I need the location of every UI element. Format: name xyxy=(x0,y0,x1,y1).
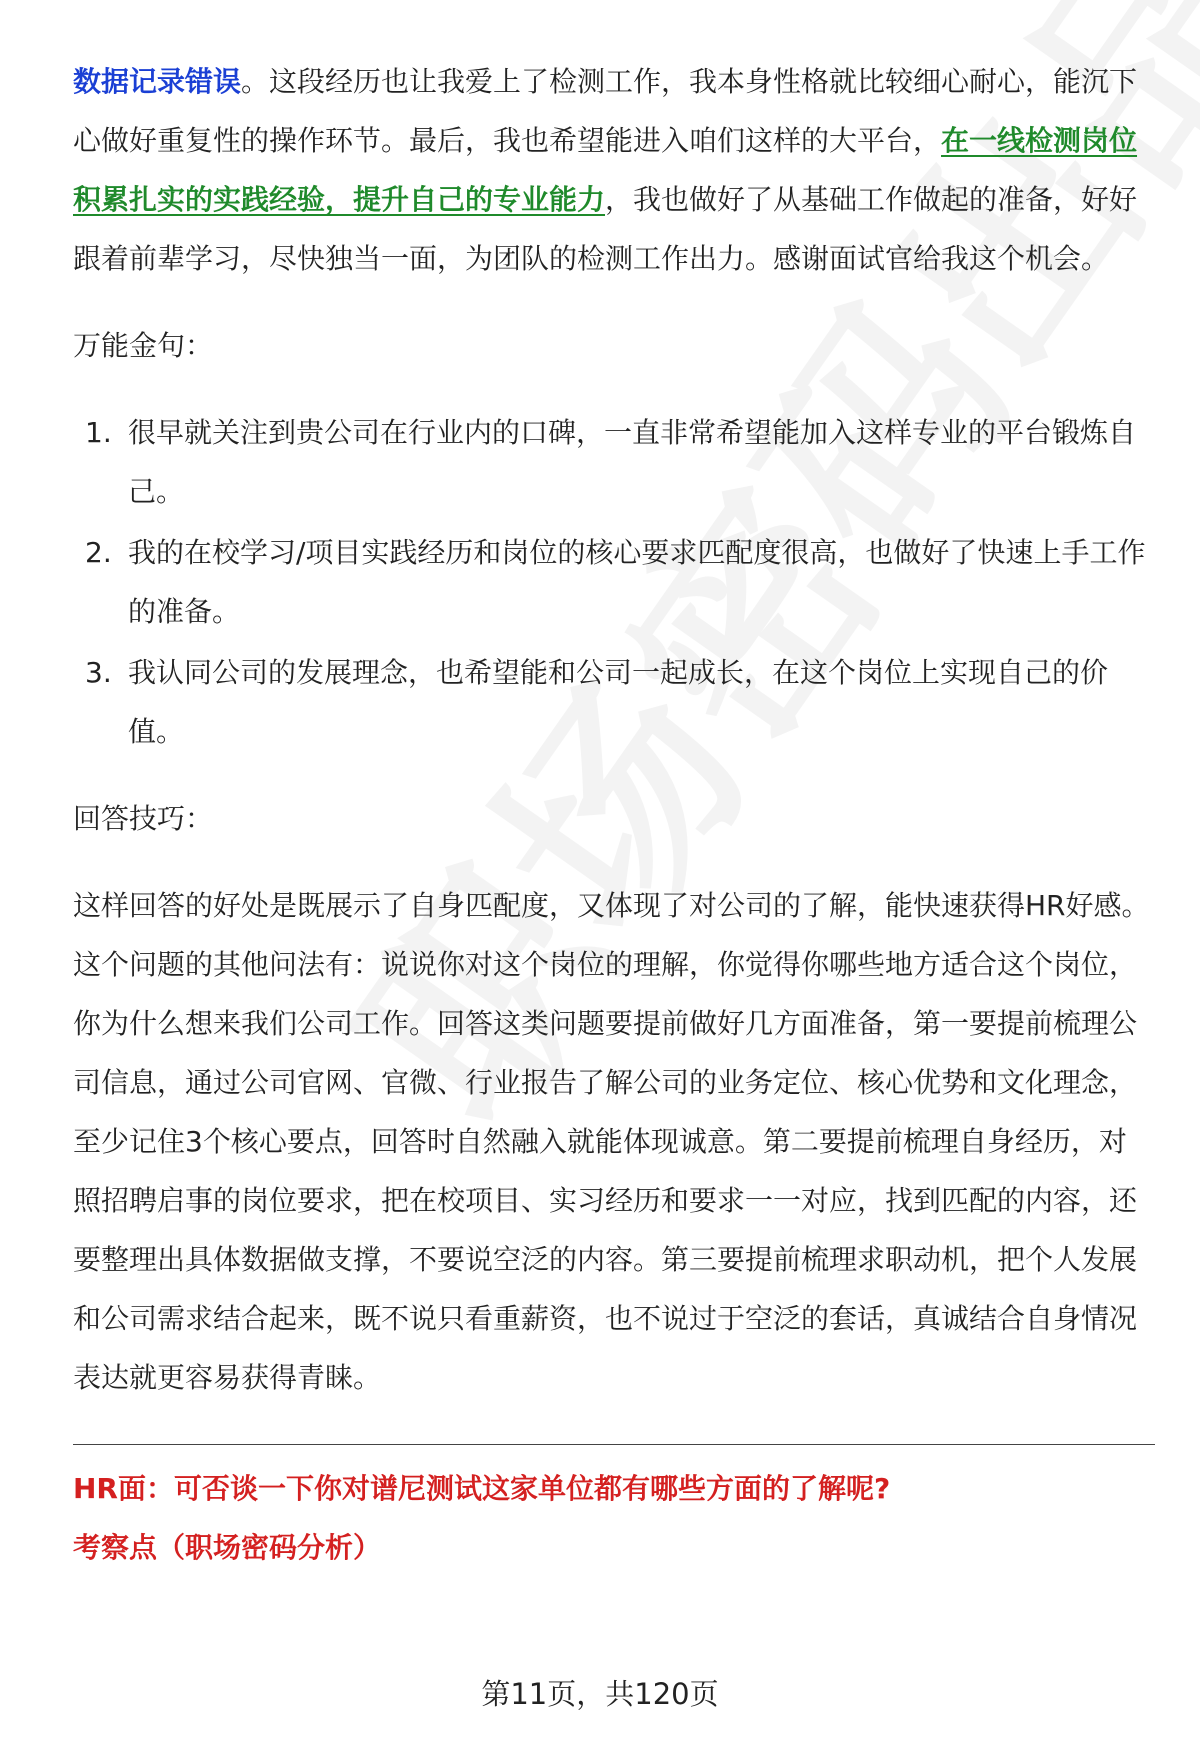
list-item-number: 1. xyxy=(85,416,112,449)
intro-text-1: 。这段经历也让我爱上了检测工作，我本身性格就比较细心耐心，能沉下心做好重复性的操作环节。最后，我也希望能进入咱们这样的大平台， xyxy=(73,65,1138,157)
highlight-green: 在一线检测岗位积累扎实的实践经验，提升自己的专业能力 xyxy=(73,124,1138,216)
list-item-number: 3. xyxy=(85,656,112,689)
list-item xyxy=(73,523,1153,641)
golden-sentences-heading: 万能金句： xyxy=(73,329,214,362)
list-item-text: 我的在校学习/项目实践经历和岗位的核心要求匹配度很高，也做好了快速上手工作的准备。 xyxy=(128,536,1146,628)
list-item-text: 很早就关注到贵公司在行业内的口碑，一直非常希望能加入这样专业的平台锻炼自己。 xyxy=(128,416,1137,508)
hr-question-heading: HR面：可否谈一下你对谱尼测试这家单位都有哪些方面的了解呢? xyxy=(73,1472,891,1505)
intro-paragraph xyxy=(73,52,1153,288)
assessment-heading: 考察点（职场密码分析） xyxy=(73,1531,382,1564)
intro-text-2: ，我也做好了从基础工作做起的准备，好好跟着前辈学习，尽快独当一面，为团队的检测工作出力。感谢面试官给我这个机会。 xyxy=(73,183,1138,275)
tips-heading: 回答技巧： xyxy=(73,802,214,835)
page-number-footer: 第11页，共120页 xyxy=(481,1677,719,1711)
list-item-text: 我认同公司的发展理念，也希望能和公司一起成长，在这个岗位上实现自己的价值。 xyxy=(128,656,1109,748)
list-item xyxy=(73,403,1153,521)
list-item xyxy=(73,643,1153,761)
section-divider xyxy=(73,1444,1155,1445)
tips-paragraph: 这样回答的好处是既展示了自身匹配度，又体现了对公司的了解，能快速获得HR好感。这个问题的其他问法有：说说你对这个岗位的理解，你觉得你哪些地方适合这个岗位，你为什么想来我们公司工作。回答这类问题要提前做好几方面准备，第一要提前梳理公司信息，通过公司官网、官微、行业报告了解公司的业务定位、核心优势和文化理念，至少记住3个核心要点，回答时自然融入就能体现诚意。第二要提前梳理自身经历，对照招聘启事的岗位要求，把在校项目、实习经历和要求一一对应，找到匹配的内容，还要整理出具体数据做支撑，不要说空泛的内容。第三要提前梳理求职动机，把个人发展和公司需求结合起来，既不说只看重薪资，也不说过于空泛的套话，真诚结合自身情况表达就更容易获得青睐。 xyxy=(73,889,1150,1394)
page-content xyxy=(73,52,1153,1577)
highlight-blue: 数据记录错误 xyxy=(73,65,242,98)
list-item-number: 2. xyxy=(85,536,112,569)
golden-sentences-list xyxy=(73,403,1153,761)
